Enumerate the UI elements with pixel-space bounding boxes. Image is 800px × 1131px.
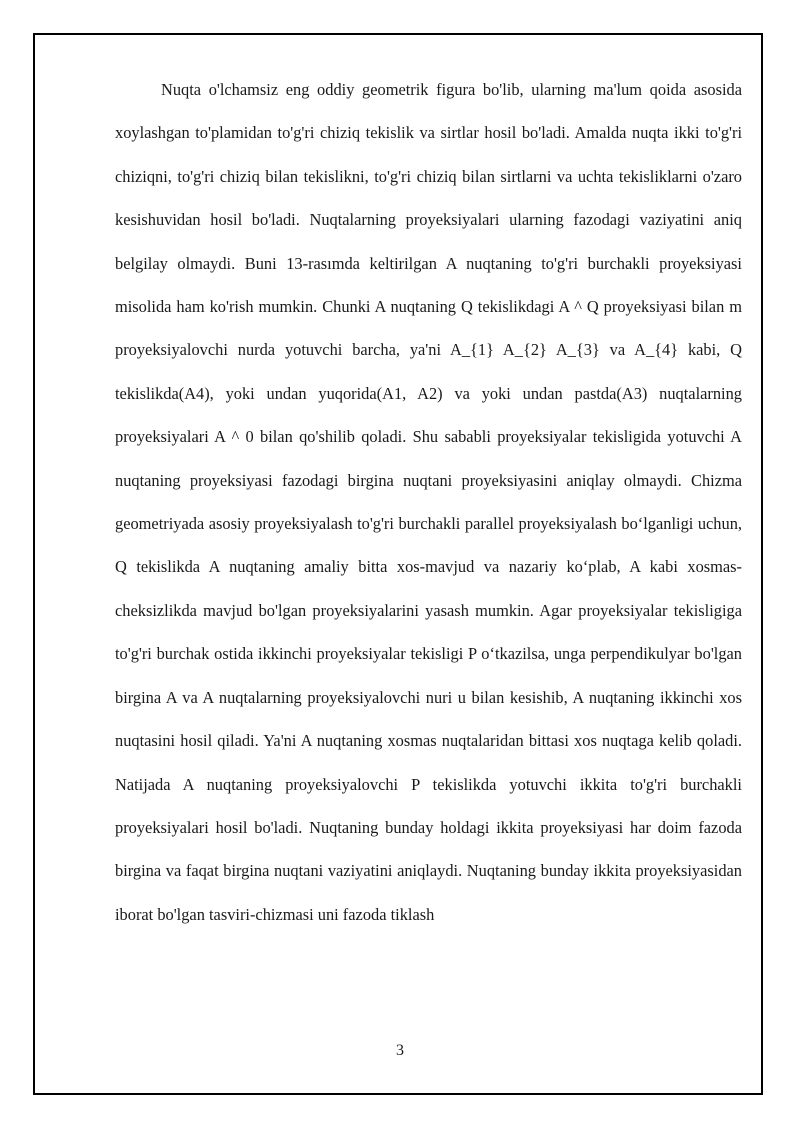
body-paragraph: Nuqta o'lchamsiz eng oddiy geometrik figura bo'lib, ularning ma'lum qoida asosida xoylashgan to'plamidan to'g'ri chiziq tekislik va sirtlar hosil bo'ladi. Amalda nuqta ikki to'g'ri chiziqni, to'g'ri chiziq bilan tekislikni, to'g'ri chiziq bilan sirtlarni va uchta tekisliklarni o'zaro kesishuvidan hosil bo'ladi. Nuqtalarning proyeksiyalari ularning fazodagi vaziyatini aniq belgilay olmaydi. Buni 13-rasımda keltirilgan A nuqtaning to'g'ri burchakli proyeksiyasi misolida ham ko'rish mumkin. Chunki A nuqtaning Q tekislikdagi A ^ Q proyeksiyasi bilan m proyeksiyalovchi nurda yotuvchi barcha, ya'ni A_{1} A_{2} A_{3} va A_{4} kabi, Q tekislikda(A4), yoki undan yuqorida(A1, A2) va yoki undan pastda(A3) nuqtalarning proyeksiyalari A ^ 0 bilan qo'shilib qoladi. Shu sababli proyeksiyalar tekisligida yotuvchi A nuqtaning proyeksiyasi fazodagi birgina nuqtani proyeksiyasini aniqlay olmaydi. Chizma geometriyada asosiy proyeksiyalash to'g'ri burchakli parallel proyeksiyalash bo‘lganligi uchun, Q tekislikda A nuqtaning amaliy bitta xos-mavjud va nazariy ko‘plab, A kabi xosmas-cheksizlikda mavjud bo'lgan proyeksiyalarini yasash mumkin. Agar proyeksiyalar tekisligiga to'g'ri burchak ostida ikkinchi proyeksiyalar tekisligi P o‘tkazilsa, unga perpendikulyar bo'lgan birgina A va A nuqtalarning proyeksiyalovchi nuri u bilan kesishib, A nuqtaning ikkinchi xos nuqtasini hosil qiladi. Ya'ni A nuqtaning xosmas nuqtalaridan bittasi xos nuqtaga kelib qoladi. Natijada A nuqtaning proyeksiyalovchi P tekislikda yotuvchi ikkita to'g'ri burchakli proyeksiyalari hosil bo'ladi. Nuqtaning bunday holdagi ikkita proyeksiyasi har doim fazoda birgina va faqat birgina nuqtani vaziyatini aniqlaydi. Nuqtaning bunday ikkita proyeksiyasidan iborat bo'lgan tasviri-chizmasi uni fazoda tiklash: [115, 80, 742, 924]
page-number: 3: [396, 1042, 404, 1059]
